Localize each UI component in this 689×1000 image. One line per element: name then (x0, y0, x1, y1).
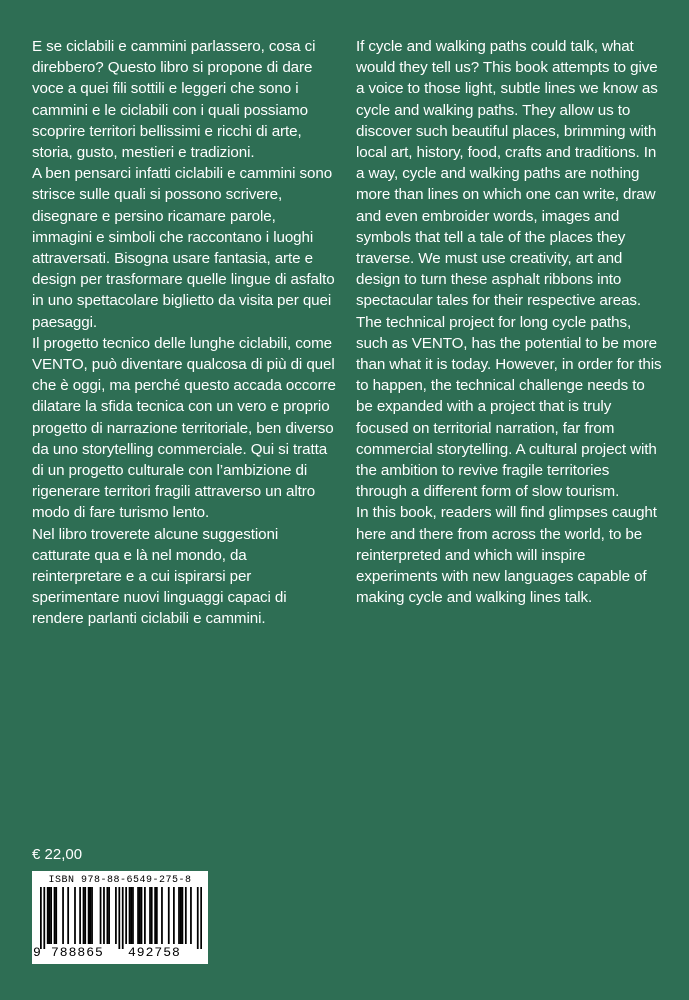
barcode-bar (100, 887, 102, 944)
barcode-bars (40, 887, 202, 949)
italian-paragraph: Nel libro troverete alcune suggestioni catturate qua e là nel mondo, da reinterpretare e a cui ispirarsi per sperimentare nuovi linguaggi capaci di rendere parlanti ciclabili e cammini. (32, 525, 287, 628)
barcode-bar (89, 887, 91, 944)
barcode-bar (83, 887, 85, 944)
barcode-bar (40, 887, 42, 949)
barcode-bar (185, 887, 187, 944)
ean-first-digit: 9 (33, 945, 41, 960)
barcode-bar (144, 887, 146, 944)
barcode-bar (54, 887, 56, 944)
italian-text-column (32, 36, 338, 630)
barcode-bar (137, 887, 139, 944)
barcode-bar (103, 887, 105, 944)
barcode-bar (108, 887, 110, 944)
isbn-barcode (32, 871, 208, 964)
barcode-bar (149, 887, 151, 944)
italian-paragraph: A ben pensarci infatti ciclabili e cammini sono strisce sulle quali si possono scrivere, disegnare e persino ricamare parole, immagini e simboli che raccontano i luoghi attraversati. Bisogna usare fantasia, arte e design per trasformare quelle lingue di asfalto in uno spettacolare biglietto da visita per quei paesaggi. (32, 165, 335, 331)
barcode-bar (122, 887, 124, 949)
barcode-bar (50, 887, 52, 944)
english-paragraph: The technical project for long cycle paths, such as VENTO, has the potential to be more than what it is today. However, in order for this to happen, the technical challenge needs to be expanded with a project that is truly focused on territorial narration, far from commercial storytelling. A cultural project with the ambition to revive fragile territories through a different form of slow tourism. (356, 313, 662, 501)
barcode-bar (49, 887, 51, 944)
english-text-column (356, 36, 662, 608)
barcode-bar (84, 887, 86, 944)
barcode-bar (74, 887, 76, 944)
isbn-label: ISBN 978-88-6549-275-8 (48, 875, 192, 886)
barcode-bar (88, 887, 90, 944)
price-label: € 22,00 (32, 846, 83, 863)
barcode-bar (190, 887, 192, 944)
barcode-bar (125, 887, 127, 944)
barcode-bar (118, 887, 120, 949)
barcode-bar (197, 887, 199, 949)
barcode-bar (141, 887, 143, 944)
barcode-bar (130, 887, 132, 944)
ean-left-digits: 788865 (51, 945, 104, 960)
english-paragraph: In this book, readers will find glimpses caught here and there from across the world, to be reinterpreted and which will inspire experiments with new languages capable of making cycle and walking lines talk. (356, 504, 657, 607)
barcode-bar (107, 887, 109, 944)
barcode-bar (47, 887, 49, 944)
barcode-bar (79, 887, 81, 944)
barcode-bar (200, 887, 202, 949)
barcode-bar (67, 887, 69, 944)
barcode-bar (154, 887, 156, 944)
barcode-bar (168, 887, 170, 944)
barcode-bar (161, 887, 163, 944)
barcode-bar (129, 887, 131, 944)
barcode-bar (132, 887, 134, 944)
english-paragraph: If cycle and walking paths could talk, what would they tell us? This book attempts to give a voice to those light, subtle lines we know as cycle and walking paths. They allow us to discover such beautiful places, brimming with local art, history, food, crafts and traditions. In a way, cycle and walking paths are nothing more than lines on which one can write, draw and even embroider words, images and symbols that tell a tale of the places they traverse. We must use creativity, art and design to turn these asphalt ribbons into spectacular tales for their respective areas. (356, 38, 658, 310)
italian-paragraph: E se ciclabili e cammini parlassero, cosa ci direbbero? Questo libro si propone di dare voce a quei fili sottili e leggeri che sono i cammini e le ciclabili con i quali possiamo scoprire territori bellissimi e ricchi di arte, storia, gusto, mestieri e tradizioni. (32, 38, 316, 162)
barcode-bar (43, 887, 45, 949)
barcode-bar (151, 887, 153, 944)
barcode-bar (173, 887, 175, 944)
barcode-bar (62, 887, 64, 944)
barcode-bar (180, 887, 182, 944)
barcode-bar (178, 887, 180, 944)
barcode-bar (182, 887, 184, 944)
barcode-bar (156, 887, 158, 944)
barcode-bar (91, 887, 93, 944)
italian-paragraph: Il progetto tecnico delle lunghe ciclabili, come VENTO, può diventare qualcosa di più di quel che è oggi, ma perché questo accada occorre dilatare la sfida tecnica con un vero e proprio progetto di narrazione territoriale, ben diverso da uno storytelling commerciale. Qui si tratta di un progetto culturale con l’ambizione di rigenerare territori fragili attraverso un altro modo di fare turismo lento. (32, 334, 336, 522)
barcode-bar (115, 887, 117, 944)
ean-right-digits: 492758 (128, 945, 181, 960)
barcode-bar (139, 887, 141, 944)
barcode-bar (55, 887, 57, 944)
